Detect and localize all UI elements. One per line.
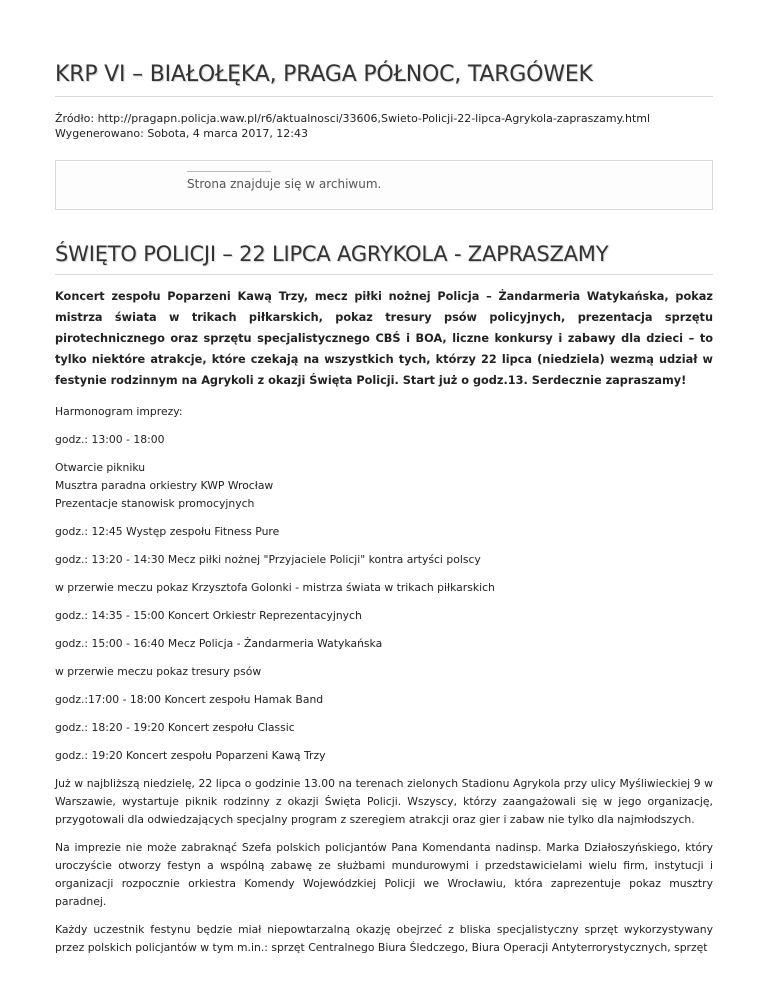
schedule-item: godz.: 19:20 Koncert zespołu Poparzeni Kawą Trzy <box>55 749 326 762</box>
opening-item: Prezentacje stanowisk promocyjnych <box>55 497 255 510</box>
schedule-heading: Harmonogram imprezy: <box>55 405 183 418</box>
schedule-item: godz.: 15:00 - 16:40 Mecz Policja - Żandarmeria Watykańska <box>55 637 383 650</box>
schedule-item: godz.: 12:45 Występ zespołu Fitness Pure <box>55 525 280 538</box>
article-title-divider <box>55 274 713 275</box>
body-paragraph: Już w najbliższą niedzielę, 22 lipca o godzinie 13.00 na terenach zielonych Stadionu Agrykola przy ulicy Myśliwieckiej 9 w Warszawie, wystartuje piknik rodzinny z okazji Święta Policji. Wszyscy, którzy zaangażowali się w jego organizację, przygotowali dla odwiedzających specjalny program z szeregiem atrakcji oraz gier i zabaw nie tylko dla najmłodszych. <box>55 777 713 826</box>
article-lead: Koncert zespołu Poparzeni Kawą Trzy, mecz piłki nożnej Policja – Żandarmeria Watykańska, pokaz mistrza świata w trikach piłkarskich, pokaz tresury psów policyjnych, prezentacja sprzętu pirotechnicznego oraz sprzętu specjalistycznego CBŚ i BOA, liczne konkursy i zabawy dla dzieci – to tylko niektóre atrakcje, które czekają na wszystkich tych, którzy 22 lipca (niedziela) wezmą udział w festynie rodzinnym na Agrykoli z okazji Święta Policji. Start już o godz.13. Serdecznie zapraszamy! <box>55 290 713 387</box>
archive-notice <box>55 160 713 210</box>
article-title: ŚWIĘTO POLICJI – 22 LIPCA AGRYKOLA - ZAPRASZAMY <box>55 242 609 266</box>
generated-line: Wygenerowano: Sobota, 4 marca 2017, 12:43 <box>55 127 309 140</box>
print-meta <box>55 111 650 141</box>
schedule-item: godz.: 13:20 - 14:30 Mecz piłki nożnej "Przyjaciele Policji" kontra artyści polscy <box>55 553 481 566</box>
schedule-item: godz.: 14:35 - 15:00 Koncert Orkiestr Reprezentacyjnych <box>55 609 362 622</box>
title-divider <box>55 96 713 97</box>
schedule-item: godz.: 13:00 - 18:00 <box>55 433 165 446</box>
schedule-item: w przerwie meczu pokaz Krzysztofa Golonki - mistrza świata w trikach piłkarskich <box>55 581 495 594</box>
opening-items <box>55 459 713 513</box>
schedule-item: godz.: 18:20 - 19:20 Koncert zespołu Classic <box>55 721 295 734</box>
schedule-item: godz.:17:00 - 18:00 Koncert zespołu Hamak Band <box>55 693 324 706</box>
article-content <box>55 286 713 967</box>
site-title: KRP VI – BIAŁOŁĘKA, PRAGA PÓŁNOC, TARGÓWEK <box>55 62 593 87</box>
source-line: Źródło: http://pragapn.policja.waw.pl/r6/aktualnosci/33606,Swieto-Policji-22-lipca-Agrykola-zapraszamy.html <box>55 112 651 125</box>
body-paragraph: Na imprezie nie może zabraknąć Szefa polskich policjantów Pana Komendanta nadinsp. Marka Działoszyńskiego, który uroczyście otworzy festyn a wspólną zabawę ze służbami mundurowymi i przedstawicielami wielu firm, instytucji i organizacji rozpocznie orkiestra Komendy Wojewódzkiej Policji we Wrocławiu, która zaprezentuje pokaz musztry paradnej. <box>55 841 713 908</box>
body-paragraph: Każdy uczestnik festynu będzie miał niepowtarzalną okazję obejrzeć z bliska specjalistyczny sprzęt wykorzystywany przez polskich policjantów w tym m.in.: sprzęt Centralnego Biura Śledczego, Biura Operacji Antyterrorystycznych, sprzęt <box>55 923 713 954</box>
archive-notice-text: Strona znajduje się w archiwum. <box>187 177 382 191</box>
archive-divider <box>187 171 271 172</box>
schedule-item: w przerwie meczu pokaz tresury psów <box>55 665 262 678</box>
opening-item: Otwarcie pikniku <box>55 461 146 474</box>
opening-item: Musztra paradna orkiestry KWP Wrocław <box>55 479 274 492</box>
